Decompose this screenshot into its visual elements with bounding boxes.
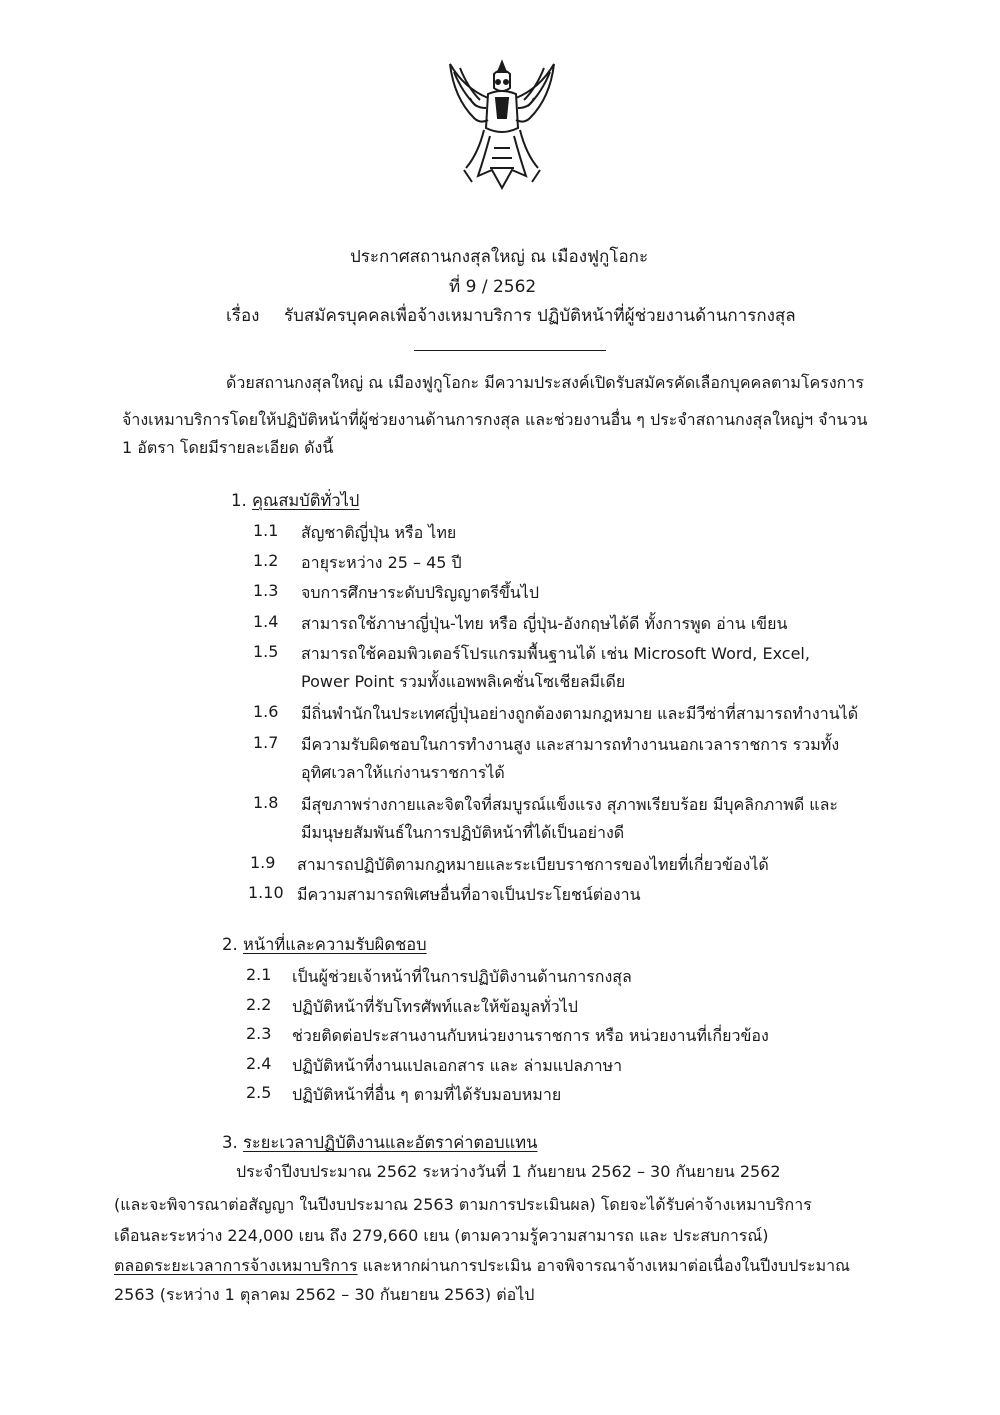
intro-line: 1 อัตรา โดยมีรายละเอียด ดังนี้ [122,438,334,457]
list-item-continuation: มีมนุษยสัมพันธ์ในการปฏิบัติหน้าที่ได้เป็นอย่างดี [301,823,625,842]
item-number: 1.2 [253,551,279,570]
item-number: 1.6 [253,702,279,721]
item-number: 1.4 [253,612,279,631]
paragraph-line: (และจะพิจารณาต่อสัญญา ในปีงบประมาณ 2563 ตามการประเมินผล) โดยจะได้รับค่าจ้างเหมาบริการ [114,1195,812,1214]
item-number: 2.3 [246,1024,272,1043]
item-number: 1.8 [253,793,279,812]
section-title: ระยะเวลาปฏิบัติงานและอัตราค่าตอบแทน [243,1133,538,1152]
subject-label: เรื่อง [226,306,260,326]
title-divider [414,350,606,351]
list-item: มีความสามารถพิเศษอื่นที่อาจเป็นประโยชน์ต่องาน [297,885,641,904]
list-item-continuation: Power Point รวมทั้งแอพพลิเคชั่นโซเชียลมีเดีย [301,672,626,691]
item-number: 1.1 [253,521,279,540]
announcement-title: ประกาศสถานกงสุลใหญ่ ณ เมืองฟูกูโอกะ [350,247,649,267]
intro-line: จ้างเหมาบริการโดยให้ปฏิบัติหน้าที่ผู้ช่วยงานด้านการกงสุล และช่วยงานอื่น ๆ ประจำสถานกงสุลใหญ่ฯ จำนวน [122,410,868,429]
list-item: ปฏิบัติหน้าที่งานแปลเอกสาร และ ล่ามแปลภาษา [292,1056,623,1075]
paragraph-line [114,1256,850,1276]
list-item: สามารถปฏิบัติตามกฎหมายและระเบียบราชการของไทยที่เกี่ยวข้องได้ [297,855,769,874]
section-number: 3. [222,1133,238,1152]
list-item-continuation: อุทิศเวลาให้แก่งานราชการได้ [301,763,505,782]
subject-text: รับสมัครบุคคลเพื่อจ้างเหมาบริการ ปฏิบัติหน้าที่ผู้ช่วยงานด้านการกงสุล [284,306,796,326]
list-item: ปฏิบัติหน้าที่รับโทรศัพท์และให้ข้อมูลทั่วไป [292,997,578,1016]
paragraph-line: ประจำปีงบประมาณ 2562 ระหว่างวันที่ 1 กันยายน 2562 – 30 กันยายน 2562 [236,1162,781,1181]
section-1-heading [231,488,359,514]
item-number: 1.9 [250,853,276,872]
section-number: 1. [231,491,247,510]
section-number: 2. [222,935,238,954]
intro-line: ด้วยสถานกงสุลใหญ่ ณ เมืองฟูกูโอกะ มีความประสงค์เปิดรับสมัครคัดเลือกบุคคลตามโครงการ [226,373,864,392]
item-number: 1.5 [253,642,279,661]
list-item: สามารถใช้ภาษาญี่ปุ่น-ไทย หรือ ญี่ปุ่น-อังกฤษได้ดี ทั้งการพูด อ่าน เขียน [301,614,788,633]
underlined-phrase: ตลอดระยะเวลาการจ้างเหมาบริการ [114,1256,358,1275]
list-item: สามารถใช้คอมพิวเตอร์โปรแกรมพื้นฐานได้ เช่น Microsoft Word, Excel, [301,644,810,663]
section-title: หน้าที่และความรับผิดชอบ [243,935,427,954]
list-item: อายุระหว่าง 25 – 45 ปี [301,553,462,572]
list-item: ช่วยติดต่อประสานงานกับหน่วยงานราชการ หรือ หน่วยงานที่เกี่ยวข้อง [292,1026,769,1045]
section-2-heading [222,932,427,958]
list-item: มีความรับผิดชอบในการทำงานสูง และสามารถทำงานนอกเวลาราชการ รวมทั้ง [301,735,840,754]
item-number: 2.1 [246,965,272,984]
item-number: 2.2 [246,995,272,1014]
list-item: เป็นผู้ช่วยเจ้าหน้าที่ในการปฏิบัติงานด้านการกงสุล [292,967,632,986]
list-item: จบการศึกษาระดับปริญญาตรีขึ้นไป [301,583,539,602]
paragraph-line: เดือนละระหว่าง 224,000 เยน ถึง 279,660 เยน (ตามความรู้ความสามารถ และ ประสบการณ์) [114,1226,769,1245]
item-number: 1.10 [248,883,284,902]
announcement-number: ที่ 9 / 2562 [449,277,537,297]
section-3-heading [222,1130,537,1156]
list-item: มีสุขภาพร่างกายและจิตใจที่สมบูรณ์แข็งแรง สุภาพเรียบร้อย มีบุคลิกภาพดี และ [301,795,839,814]
item-number: 1.7 [253,733,279,752]
garuda-emblem-icon [444,58,560,198]
section-title: คุณสมบัติทั่วไป [252,491,360,510]
item-number: 2.5 [246,1083,272,1102]
item-number: 2.4 [246,1054,272,1073]
item-number: 1.3 [253,581,279,600]
paragraph-text: และหากผ่านการประเมิน อาจพิจารณาจ้างเหมาต่อเนื่องในปีงบประมาณ [357,1256,850,1275]
paragraph-line: 2563 (ระหว่าง 1 ตุลาคม 2562 – 30 กันยายน 2563) ต่อไป [114,1285,535,1304]
list-item: มีถิ่นพำนักในประเทศญี่ปุ่นอย่างถูกต้องตามกฎหมาย และมีวีซ่าที่สามารถทำงานได้ [301,704,859,723]
list-item: สัญชาติญี่ปุ่น หรือ ไทย [301,523,457,542]
list-item: ปฏิบัติหน้าที่อื่น ๆ ตามที่ได้รับมอบหมาย [292,1085,562,1104]
